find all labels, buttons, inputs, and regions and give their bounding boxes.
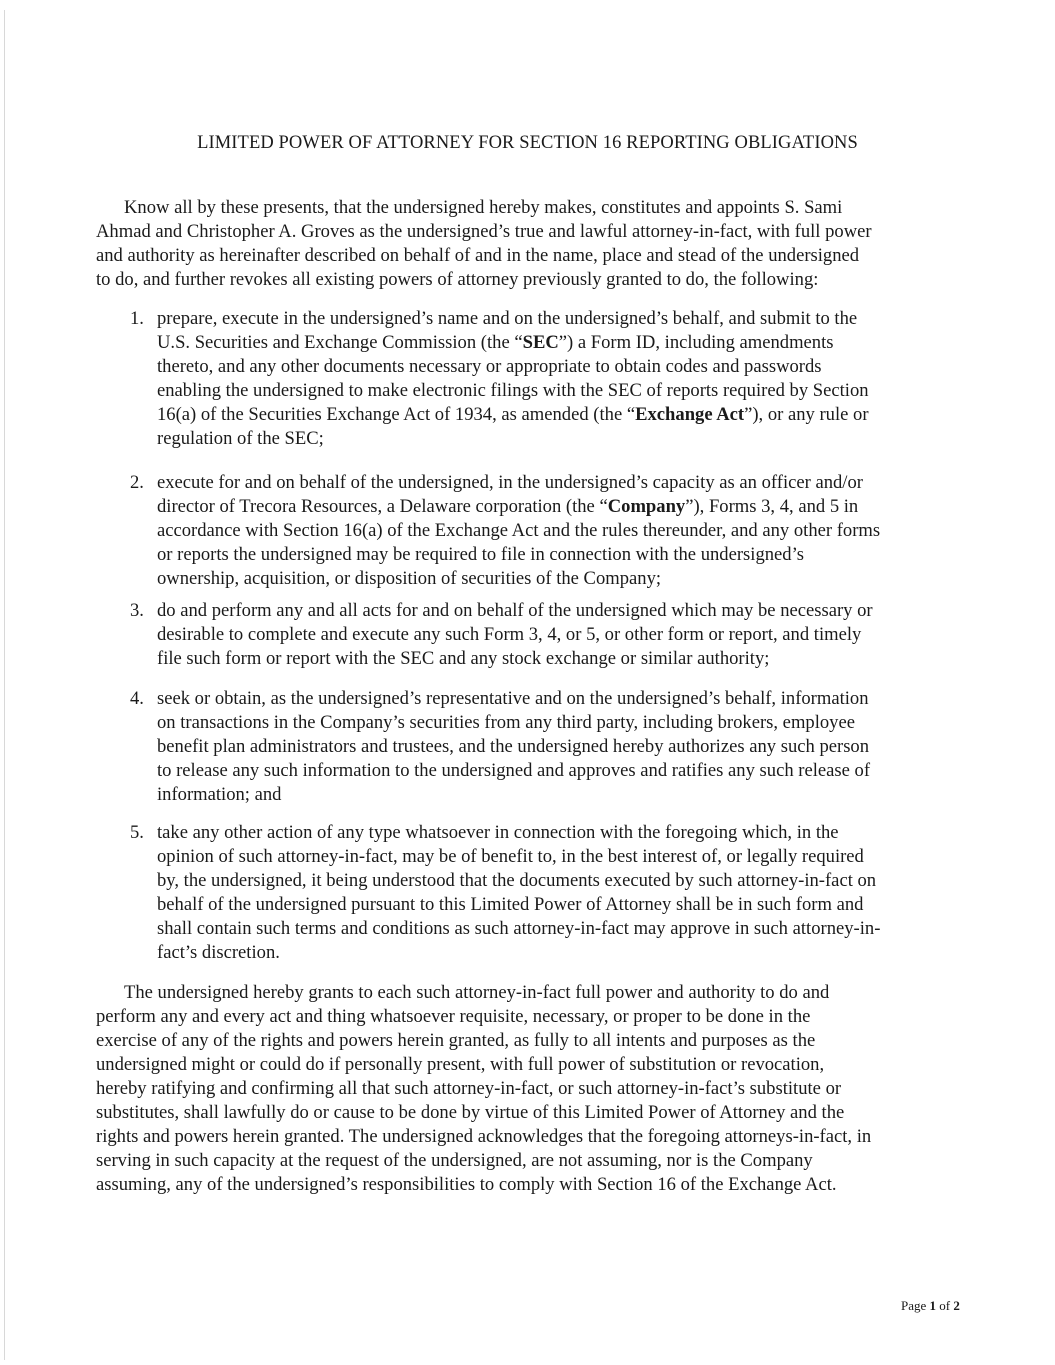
page-current: 1: [929, 1298, 937, 1313]
item-number: 2.: [130, 472, 144, 493]
text-line: [157, 355, 869, 379]
text-line: [96, 1101, 871, 1125]
text-line: [96, 1077, 871, 1101]
text-segment: The undersigned hereby grants to each such attorney-in-fact full power and authority to do and: [124, 982, 830, 1003]
document-title: LIMITED POWER OF ATTORNEY FOR SECTION 16 REPORTING OBLIGATIONS: [197, 133, 858, 153]
text-segment: U.S. Securities and Exchange Commission (the “: [157, 332, 523, 353]
text-segment: ownership, acquisition, or disposition of securities of the Company;: [157, 568, 662, 589]
item-number: 1.: [130, 308, 144, 329]
text-line: [157, 687, 870, 711]
text-line: [157, 759, 870, 783]
list-item-5: [130, 821, 881, 965]
text-line: [157, 307, 869, 331]
page-number: [901, 1298, 960, 1314]
page-of-label: of: [936, 1298, 954, 1313]
page-total: 2: [953, 1298, 960, 1313]
text-line: [157, 543, 880, 567]
text-segment: thereto, and any other documents necessary or appropriate to obtain codes and passwords: [157, 356, 822, 377]
text-segment: to do, and further revokes all existing powers of attorney previously granted to do, the following:: [96, 269, 819, 290]
text-segment: Ahmad and Christopher A. Groves as the undersigned’s true and lawful attorney-in-fact, with full power: [96, 221, 872, 242]
text-line: [157, 869, 880, 893]
scan-edge-line: [4, 10, 5, 1360]
text-segment: exercise of any of the rights and powers herein granted, as fully to all intents and purposes as the: [96, 1030, 816, 1051]
page-label: Page: [901, 1298, 930, 1313]
text-line: [157, 471, 880, 495]
text-line: [157, 567, 880, 591]
text-line: [96, 220, 872, 244]
text-segment: information; and: [157, 784, 282, 805]
text-segment: behalf of the undersigned pursuant to this Limited Power of Attorney shall be in such form and: [157, 894, 864, 915]
text-segment: accordance with Section 16(a) of the Exchange Act and the rules thereunder, and any other forms: [157, 520, 881, 541]
text-segment: desirable to complete and execute any such Form 3, 4, or 5, or other form or report, and timely: [157, 624, 862, 645]
text-line: [96, 196, 872, 220]
text-segment: rights and powers herein granted. The undersigned acknowledges that the foregoing attorneys-in-fact, in: [96, 1126, 872, 1147]
text-line: [157, 845, 880, 869]
text-segment: director of Trecora Resources, a Delaware corporation (the “: [157, 496, 608, 517]
text-line: [157, 379, 869, 403]
closing-paragraph: [96, 981, 871, 1197]
text-line: [157, 893, 880, 917]
text-segment: file such form or report with the SEC and any stock exchange or similar authority;: [157, 648, 770, 669]
text-segment: or reports the undersigned may be required to file in connection with the undersigned’s: [157, 544, 804, 565]
intro-paragraph: [96, 196, 872, 292]
text-segment: take any other action of any type whatsoever in connection with the foregoing which, in the: [157, 822, 839, 843]
text-segment: assuming, any of the undersigned’s responsibilities to comply with Section 16 of the Exchange Act.: [96, 1174, 837, 1195]
text-segment: ”), or any rule or: [744, 404, 869, 425]
text-segment: and authority as hereinafter described on behalf of and in the name, place and stead of the undersigned: [96, 245, 860, 266]
text-line: [157, 647, 873, 671]
text-segment: opinion of such attorney-in-fact, may be of benefit to, in the best interest of, or legally required: [157, 846, 864, 867]
text-line: [157, 735, 870, 759]
text-line: [96, 1125, 871, 1149]
defined-term: Company: [607, 496, 686, 517]
item-number: 4.: [130, 688, 144, 709]
text-line: [157, 403, 869, 427]
text-line: [96, 244, 872, 268]
defined-term: SEC: [522, 332, 559, 353]
item-number: 3.: [130, 600, 144, 621]
text-segment: substitutes, shall lawfully do or cause to be done by virtue of this Limited Power of Attorney and the: [96, 1102, 845, 1123]
list-item-1: [130, 307, 869, 451]
text-segment: regulation of the SEC;: [157, 428, 324, 449]
text-line: [157, 941, 880, 965]
defined-term: Exchange Act: [635, 404, 745, 425]
text-segment: on transactions in the Company’s securities from any third party, including brokers, employee: [157, 712, 855, 733]
text-line: [96, 1173, 871, 1197]
text-line: [157, 519, 880, 543]
text-segment: 16(a) of the Securities Exchange Act of 1934, as amended (the “: [157, 404, 636, 425]
text-segment: seek or obtain, as the undersigned’s representative and on the undersigned’s behalf, information: [157, 688, 869, 709]
text-segment: undersigned might or could do if personally present, with full power of substitution or revocation,: [96, 1054, 825, 1075]
item-number: 5.: [130, 822, 144, 843]
text-segment: to release any such information to the undersigned and approves and ratifies any such release of: [157, 760, 871, 781]
text-segment: shall contain such terms and conditions as such attorney-in-fact may approve in such attorney-in-: [157, 918, 881, 939]
text-segment: benefit plan administrators and trustees, and the undersigned hereby authorizes any such person: [157, 736, 870, 757]
list-item-2: [130, 471, 881, 591]
text-segment: perform any and every act and thing whatsoever requisite, necessary, or proper to be done in the: [96, 1006, 811, 1027]
text-line: [157, 821, 880, 845]
text-line: [157, 599, 873, 623]
text-line: [96, 268, 872, 292]
text-segment: hereby ratifying and confirming all that such attorney-in-fact, or such attorney-in-fact’s substitute or: [96, 1078, 842, 1099]
text-line: [157, 917, 880, 941]
text-line: [157, 711, 870, 735]
text-segment: ”), Forms 3, 4, and 5 in: [685, 496, 859, 517]
text-segment: serving in such capacity at the request of the undersigned, are not assuming, nor is the Company: [96, 1150, 813, 1171]
text-segment: fact’s discretion.: [157, 942, 280, 963]
text-line: [96, 1149, 871, 1173]
text-segment: do and perform any and all acts for and on behalf of the undersigned which may be necessary or: [157, 600, 873, 621]
text-segment: ”) a Form ID, including amendments: [558, 332, 834, 353]
text-segment: execute for and on behalf of the undersigned, in the undersigned’s capacity as an officer and/or: [157, 472, 863, 493]
text-segment: enabling the undersigned to make electronic filings with the SEC of reports required by Section: [157, 380, 869, 401]
text-line: [157, 623, 873, 647]
text-line: [157, 495, 880, 519]
text-segment: Know all by these presents, that the undersigned hereby makes, constitutes and appoints S. Sami: [124, 197, 843, 218]
text-line: [96, 1005, 871, 1029]
list-item-4: [130, 687, 871, 807]
list-item-3: [130, 599, 873, 671]
text-segment: by, the undersigned, it being understood that the documents executed by such attorney-in-fact on: [157, 870, 877, 891]
text-line: [157, 427, 869, 451]
text-line: [157, 783, 870, 807]
text-line: [96, 1053, 871, 1077]
text-line: [157, 331, 869, 355]
text-line: [96, 1029, 871, 1053]
text-segment: prepare, execute in the undersigned’s name and on the undersigned’s behalf, and submit to the: [157, 308, 858, 329]
text-line: [96, 981, 871, 1005]
